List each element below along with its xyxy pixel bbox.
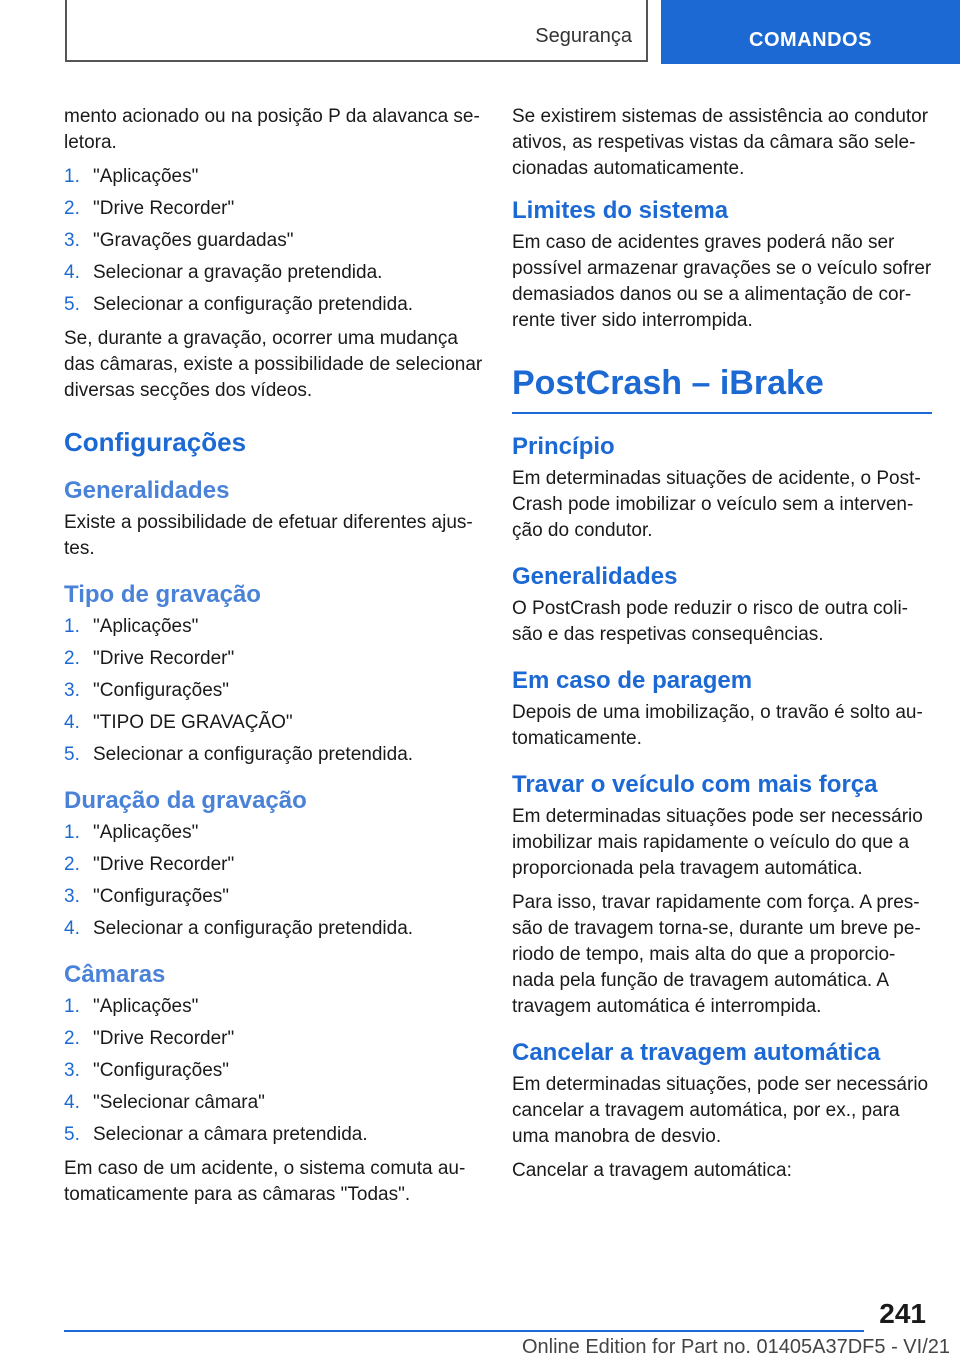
heading-travar: Travar o veículo com mais força [512,771,878,798]
list-item-text: Selecionar a configuração pretendida. [93,294,414,315]
header-active-tab[interactable] [661,0,960,64]
list-item [64,884,484,910]
list-item-text: "Drive Recorder" [93,1028,235,1049]
list-item-number: 5. [64,744,80,765]
list-item-text: "Drive Recorder" [93,198,235,219]
heading-cancelar: Cancelar a travagem automática [512,1039,881,1066]
list-item-number: 2. [64,1028,80,1049]
list-item [64,852,484,878]
footer-divider [64,1330,864,1332]
list-item-number: 4. [64,262,80,283]
list-item [64,678,484,704]
list-item-number: 1. [64,166,80,187]
heading-generalidades-postcrash: Generalidades [512,563,678,590]
list-item-number: 3. [64,230,80,251]
heading-tipo-gravacao: Tipo de gravação [64,581,261,608]
left-column [64,104,484,1216]
page-number: 241 [879,1298,926,1329]
list-item-number: 3. [64,886,80,907]
list-item-text: "Aplicações" [93,822,199,843]
heading-limites-sistema: Limites do sistema [512,197,729,224]
principio-paragraph: Em determinadas situações de acidente, o Post-Crash pode imobilizar o veículo sem a interven-ção do condutor. [512,468,921,541]
heading-duracao-gravacao: Duração da gravação [64,787,307,814]
list-item-text: "Selecionar câmara" [93,1092,265,1113]
cancelar-paragraph-1: Em determinadas situações, pode ser necessário cancelar a travagem automática, por ex., para uma manobra de desvio. [512,1074,929,1147]
list-item-text: "Aplicações" [93,996,199,1017]
list-item-number: 4. [64,918,80,939]
steps-list-camaras [64,994,484,1148]
list-item-text: "Configurações" [93,886,230,907]
steps-list-duracao [64,820,484,942]
list-item-number: 1. [64,822,80,843]
camaras-paragraph: Em caso de um acidente, o sistema comuta au-tomaticamente para as câmaras "Todas". [64,1158,466,1205]
footer-edition: Online Edition for Part no. 01405A37DF5 - VI/21 [521,1336,950,1358]
list-item-text: Selecionar a configuração pretendida. [93,744,414,765]
list-item [64,710,484,736]
list-item-text: Selecionar a gravação pretendida. [93,262,383,283]
heading-configuracoes: Configurações [64,427,247,457]
list-item-number: 2. [64,198,80,219]
list-item [64,228,484,254]
list-item-text: "Aplicações" [93,166,199,187]
list-item [64,260,484,286]
list-item [64,742,484,768]
list-item-text: "Aplicações" [93,616,199,637]
list-item [64,1122,484,1148]
list-item-number: 3. [64,680,80,701]
heading-camaras: Câmaras [64,961,166,988]
list-item [64,994,484,1020]
list-item-number: 4. [64,712,80,733]
list-item-text: "TIPO DE GRAVAÇÃO" [93,712,293,733]
generalidades-paragraph: Existe a possibilidade de efetuar diferentes ajus-tes. [64,512,473,559]
list-item [64,164,484,190]
list-item-text: Selecionar a configuração pretendida. [93,918,414,939]
paragem-paragraph: Depois de uma imobilização, o travão é solto au-tomaticamente. [512,702,923,749]
travar-paragraph-2: Para isso, travar rapidamente com força. A pres-são de travagem torna-se, durante um breve pe-riodo de tempo, mais alta do que a proporcio-nada pela função de travagem automática. A travagem automática é interrompida. [512,892,921,1017]
cancelar-paragraph-2: Cancelar a travagem automática: [512,1160,792,1181]
list-item-text: "Configurações" [93,680,230,701]
list-item [64,196,484,222]
list-item [64,916,484,942]
list-item-number: 5. [64,294,80,315]
steps-list-tipo [64,614,484,768]
list-item-number: 2. [64,648,80,669]
travar-paragraph-1: Em determinadas situações pode ser necessário imobilizar mais rapidamente o veículo do que a proporcionada pela travagem automática. [512,806,923,879]
list-item [64,1058,484,1084]
list-item-text: "Gravações guardadas" [93,230,294,251]
header-section-tab[interactable] [65,0,648,62]
list-item [64,614,484,640]
limites-paragraph: Em caso de acidentes graves poderá não ser possível armazenar gravações se o veículo sofrer demasiados danos ou se a alimentação de cor-rente tiver sido interrompida. [512,232,932,331]
list-item-text: "Configurações" [93,1060,230,1081]
camera-change-paragraph: Se, durante a gravação, ocorrer uma mudança das câmaras, existe a possibilidade de selecionar diversas secções dos vídeos. [64,328,483,401]
generalidades-postcrash-paragraph: O PostCrash pode reduzir o risco de outra coli-são e das respetivas consequências. [512,598,909,645]
list-item-text: Selecionar a câmara pretendida. [93,1124,368,1145]
right-column [512,104,932,1192]
list-item-number: 3. [64,1060,80,1081]
list-item-number: 4. [64,1092,80,1113]
list-item [64,820,484,846]
list-item [64,292,484,318]
list-item [64,1026,484,1052]
list-item-text: "Drive Recorder" [93,648,235,669]
list-item-number: 5. [64,1124,80,1145]
heading-postcrash: PostCrash – iBrake [512,362,932,414]
heading-paragem: Em caso de paragem [512,667,753,694]
header-section-label: Segurança [535,25,632,47]
header-active-label: COMANDOS [749,29,872,51]
list-item-text: "Drive Recorder" [93,854,235,875]
list-item-number: 2. [64,854,80,875]
list-item-number: 1. [64,616,80,637]
list-item [64,1090,484,1116]
list-item-number: 1. [64,996,80,1017]
intro-paragraph: mento acionado ou na posição P da alavanca se-letora. [64,106,480,153]
steps-list-recordings [64,164,484,318]
heading-generalidades: Generalidades [64,477,230,504]
list-item [64,646,484,672]
assist-paragraph: Se existirem sistemas de assistência ao condutor ativos, as respetivas vistas da câmara são sele-cionadas automaticamente. [512,106,929,179]
heading-principio: Princípio [512,433,615,460]
